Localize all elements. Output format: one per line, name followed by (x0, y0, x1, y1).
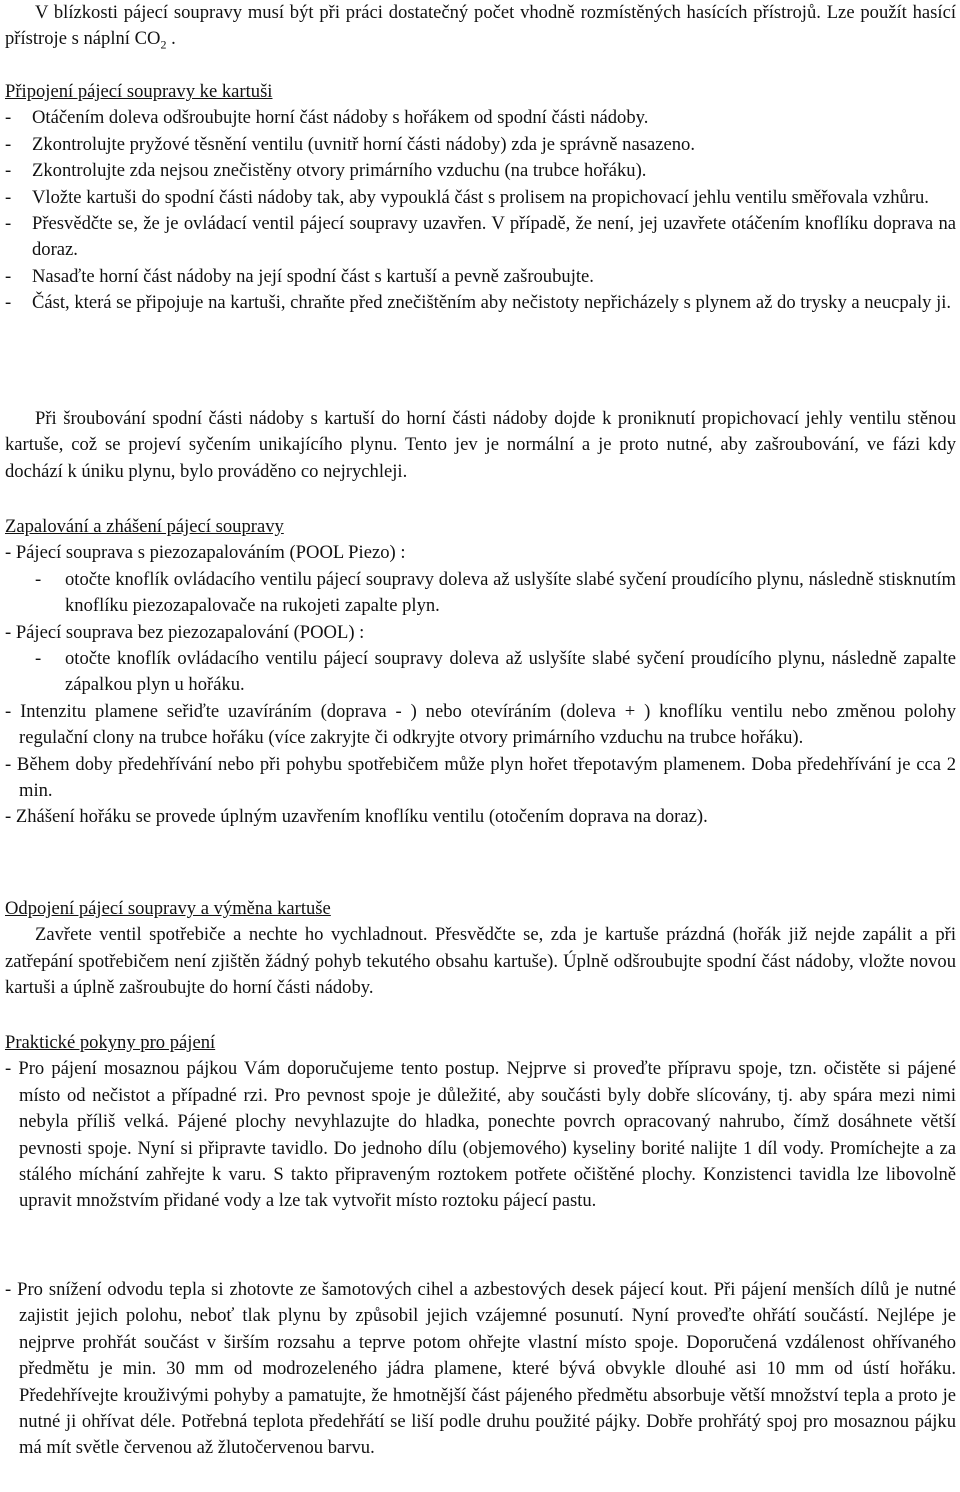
connect-heading (5, 79, 956, 105)
connect-section (5, 79, 956, 317)
practical-heading (5, 1030, 956, 1056)
practical-item: - Pro pájení mosaznou pájkou Vám doporučujeme tento postup. Nejprve si proveďte přípravu spoje, tzn. očistěte si pájené místo od nečistot a případné rzi. Pro pevnost spoje je důležité, aby součásti byly dobře slícovány, tj. aby spára mezi nimi nebyla příliš velká. Pájené plochy nevyhlazujte do hladka, ponechte povrch opracovaný nahrubo, čímž dosáhnete větší pevnosti spoje. Nyní si připravte tavidlo. Do jednoho dílu (objemového) kyseliny borité nalijte 1 díl vody. Promíchejte a za stálého míchání zahřejte k varu. S takto připraveným roztokem potřete očištěné plochy. Konzistenci tavidla lze libovolně upravit množstvím přidané vody a lze tak vytvořit místo roztoku pájecí pastu. (5, 1058, 956, 1212)
practical-section-2 (5, 1277, 956, 1462)
ignite-heading-text: Zapalování a zhášení pájecí soupravy (5, 516, 284, 537)
practical-item: - Pro snížení odvodu tepla si zhotovte ze šamotových cihel a azbestových desek pájecí kout. Při pájení menších dílů je nutné zajistit jejich polohu, neboť tlak plynu by způsobil jejich vzájemné posunutí. Nyní proveďte ohřátí součástí. Nejlépe je nejprve prohřát součást v širším rozsahu a teprve potom ohřejte vlastní místo spoje. Doporučená vzdálenost ohřívaného předmětu je min. 30 mm od modrozeleného jádra plamene, které bývá obvykle dlouhé asi 10 mm od ústí hořáku. Předehřívejte krouživými pohyby a pamatujte, že hmotnější část pájeného předmětu absorbuje větší množství tepla a proto je nutné ji ohřívat déle. Potřebná teplota předehřátí se liší podle druhu použité pájky. Dobře prohřátý spoj pro mosaznou pájku má mít světle červenou až žlutočervenou barvu. (5, 1279, 956, 1459)
connect-heading-text: Připojení pájecí soupravy ke kartuši (5, 81, 273, 102)
ignite-section (5, 514, 956, 831)
disconnect-heading (5, 896, 956, 922)
ignite-heading (5, 514, 956, 540)
connect-item: - Zkontrolujte zda nejsou znečistěny otvory primárního vzduchu (na trubce hořáku). (5, 160, 647, 182)
disconnect-heading-text: Odpojení pájecí soupravy a výměna kartuše (5, 898, 331, 919)
ignite-item: - Během doby předehřívání nebo při pohybu spotřebičem může plyn hořet třepotavým plamenem. Doba předehřívání je cca 2 min. (5, 753, 956, 802)
connect-item: - Vložte kartuši do spodní části nádoby tak, aby vypouklá část s prolisem na propichovací jehlu ventilu směřovala vzhůru. (5, 186, 929, 208)
intro-section (5, 0, 956, 53)
intro-text: V blízkosti pájecí soupravy musí být při práci dostatečný počet vhodně rozmístěných hasících přístrojů. Lze použít hasící přístroje s náplní CO (5, 2, 956, 50)
connect-item: - Otáčením doleva odšroubujte horní část nádoby s hořákem od spodní části nádoby. (5, 107, 649, 129)
ignite-item: - Intenzitu plamene seřiďte uzavíráním (doprava - ) nebo otevíráním (doleva + ) knoflíku ventilu nebo změnou polohy regulační clony na trubce hořáku (více zakryjte či odkryjte otvory primárního vzduchu na trubce hořáku). (5, 700, 956, 749)
nopiezo-item: - otočte knoflík ovládacího ventilu pájecí soupravy doleva až uslyšíte slabé syčení proudícího plynu, následně zapalte zápalkou plyn u hořáku. (35, 648, 956, 696)
connect-note-section (5, 406, 956, 485)
disconnect-section (5, 896, 956, 1002)
co2-subscript: 2 (160, 38, 167, 53)
practical-heading-text: Praktické pokyny pro pájení (5, 1032, 216, 1053)
intro-paragraph (5, 0, 956, 53)
connect-item: - Část, která se připojuje na kartuši, chraňte před znečištěním aby nečistoty nepřicházely s plynem až do trysky a neucpaly ji. (5, 292, 952, 314)
piezo-title: - Pájecí souprava s piezozapalováním (POOL Piezo) : (5, 542, 406, 564)
nopiezo-title: - Pájecí souprava bez piezozapalování (POOL) : (5, 621, 365, 643)
intro-text-end: . (166, 28, 176, 50)
practical-section (5, 1030, 956, 1215)
connect-item: - Přesvědčte se, že je ovládací ventil pájecí soupravy uzavřen. V případě, že není, jej uzavřete otáčením knoflíku doprava na doraz. (5, 213, 956, 261)
connect-note-paragraph: Při šroubování spodní části nádoby s kartuší do horní části nádoby dojde k proniknutí propichovací jehly ventilu stěnou kartuše, což se projeví syčením unikajícího plynu. Tento jev je normální a je proto nutné, aby zašroubování, ve fázi kdy dochází k úniku plynu, bylo prováděno co nejrychleji. (5, 408, 956, 482)
connect-item: - Nasaďte horní část nádoby na její spodní část s kartuší a pevně zašroubujte. (5, 265, 594, 287)
disconnect-paragraph: Zavřete ventil spotřebiče a nechte ho vychladnout. Přesvědčte se, zda je kartuše prázdná (hořák již nejde zapálit a při zatřepání spotřebičem není zjištěn žádný pohyb tekutého obsahu kartuše). Úplně odšroubujte spodní část nádoby, vložte novou kartuši a úplně zašroubujte do horní části nádoby. (5, 924, 956, 999)
piezo-item: - otočte knoflík ovládacího ventilu pájecí soupravy doleva až uslyšíte slabé syčení proudícího plynu, následně stisknutím knoflíku piezozapalovače na rukojeti zapalte plyn. (35, 568, 956, 617)
ignite-item: - Zhášení hořáku se provede úplným uzavřením knoflíku ventilu (otočením doprava na doraz). (5, 806, 708, 828)
connect-item: - Zkontrolujte pryžové těsnění ventilu (uvnitř horní části nádoby) zda je správně nasazeno. (5, 133, 695, 155)
